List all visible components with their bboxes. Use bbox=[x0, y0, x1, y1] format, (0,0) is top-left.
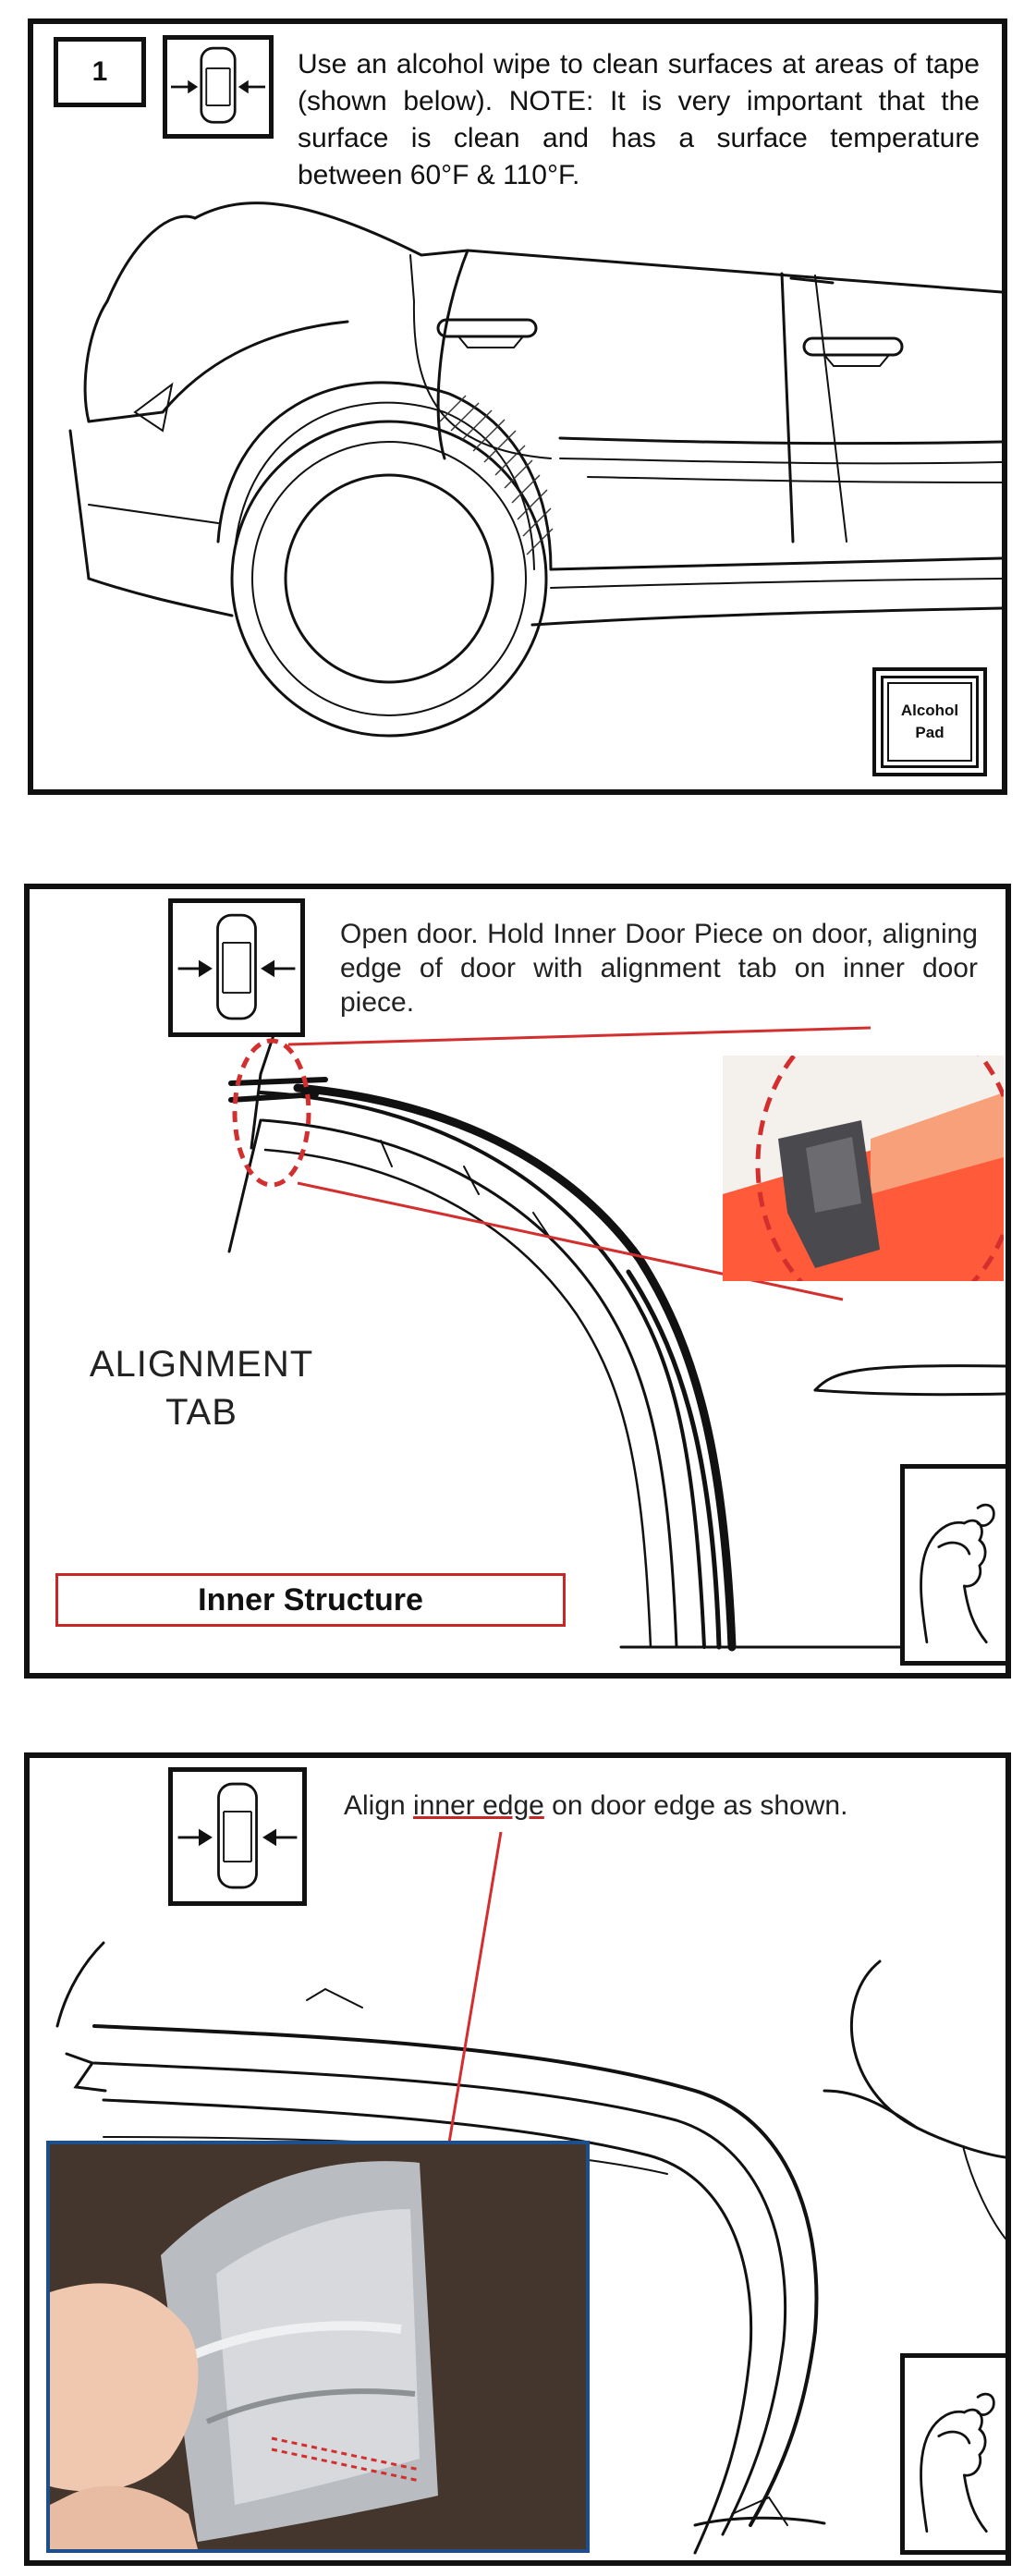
hand-press-icon bbox=[900, 2353, 1011, 2555]
inner-edge-photo bbox=[46, 2141, 590, 2553]
inner-edge-highlight: inner edge bbox=[413, 1790, 544, 1821]
alignment-tab-label-1: ALIGNMENT bbox=[89, 1344, 314, 1385]
step-2-panel bbox=[24, 884, 1011, 1679]
instruction-text-after: on door edge as shown. bbox=[543, 1790, 848, 1821]
step-3-instruction bbox=[344, 1788, 1009, 1825]
alignment-tab-callout bbox=[81, 1340, 322, 1436]
alcohol-pad-icon bbox=[872, 667, 987, 776]
hand-press-icon bbox=[900, 1464, 1011, 1666]
step-1-instruction: Use an alcohol wipe to clean surfaces at areas of tape (shown below). NOTE: It is very important that the surface is clean and has a surface temperature between 60°F & 110°F. bbox=[298, 49, 980, 190]
alcohol-pad-label-1: Alcohol bbox=[900, 702, 959, 719]
inner-structure-label: Inner Structure bbox=[55, 1573, 566, 1627]
step-number: 1 bbox=[54, 37, 146, 107]
step-2-instruction: Open door. Hold Inner Door Piece on door, aligning edge of door with alignment tab on inner door piece. bbox=[340, 919, 978, 1018]
car-top-view-icon bbox=[168, 1767, 307, 1906]
alignment-tab-photo bbox=[723, 1056, 1004, 1281]
step-3-panel bbox=[24, 1752, 1011, 2566]
alcohol-pad-label-2: Pad bbox=[915, 724, 945, 741]
alignment-tab-label-2: TAB bbox=[165, 1392, 238, 1433]
instruction-text-before: Align bbox=[344, 1790, 414, 1821]
step-1-panel bbox=[28, 18, 1007, 795]
car-top-view-icon bbox=[163, 35, 274, 139]
car-top-view-icon bbox=[168, 898, 305, 1037]
